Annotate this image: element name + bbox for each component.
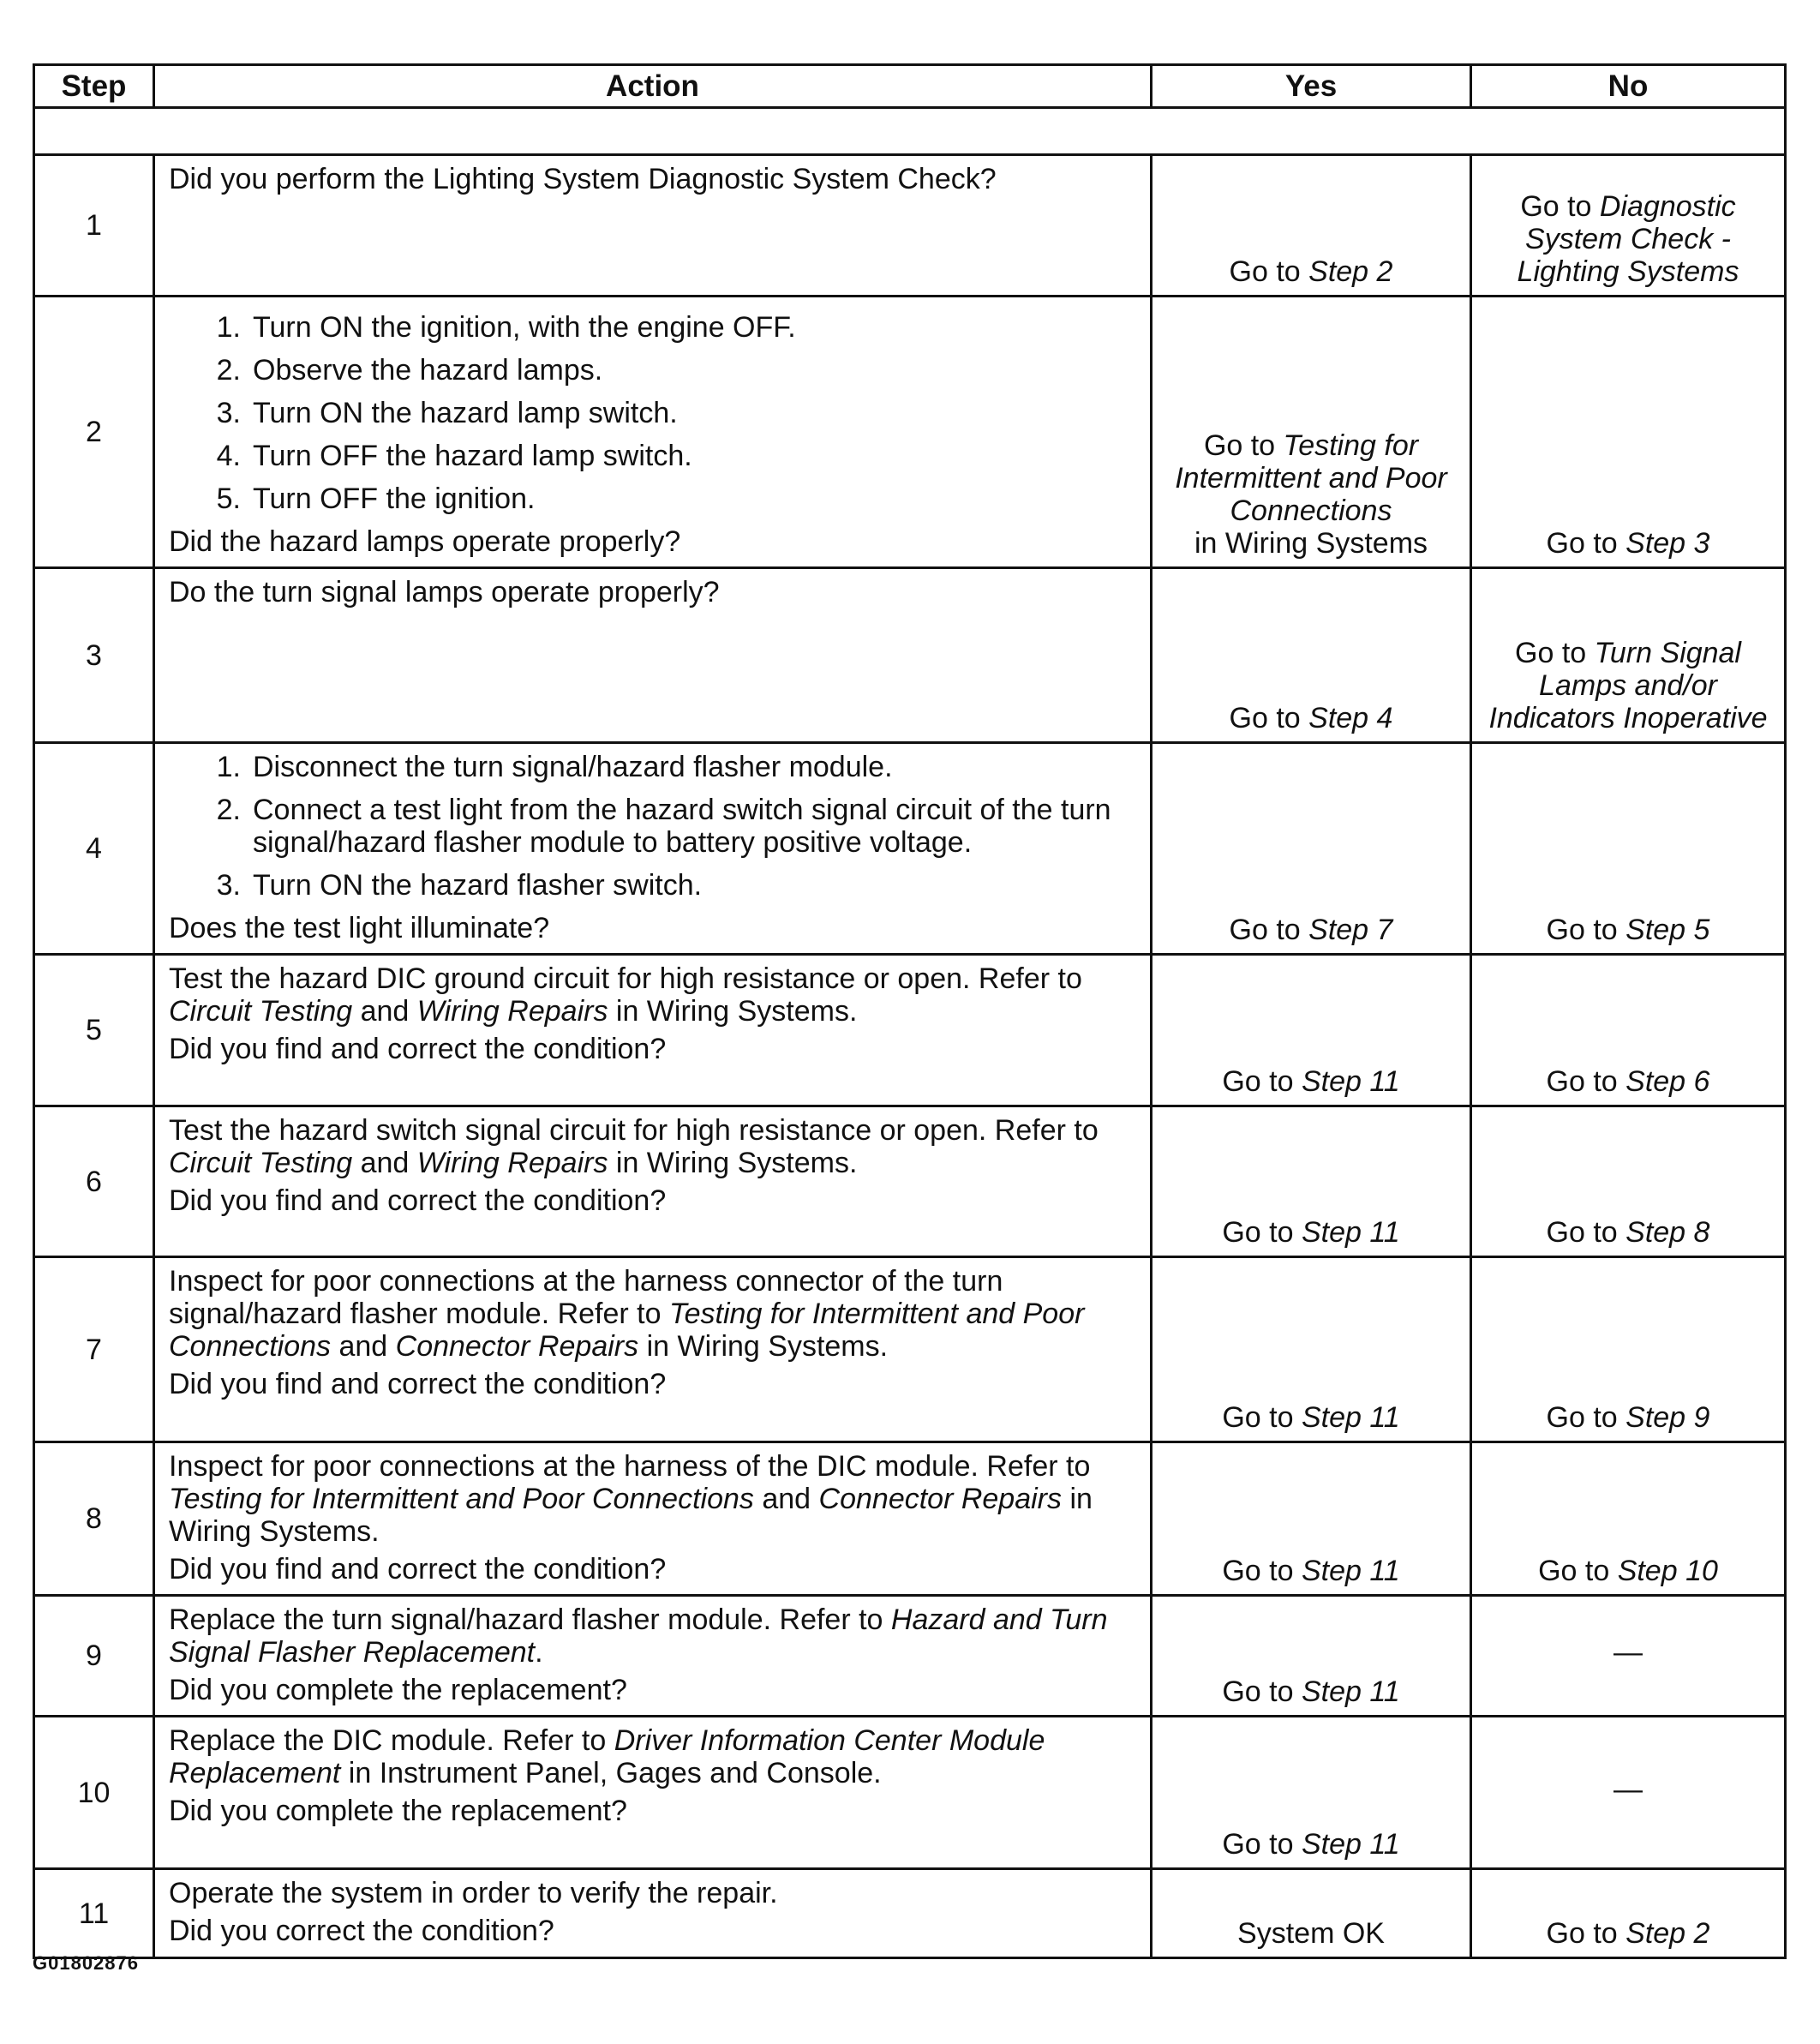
goto-label: Go to xyxy=(1203,429,1284,462)
yes-cell xyxy=(1152,1717,1471,1869)
step-number: 8 xyxy=(34,1442,154,1596)
figure-code: G01802876 xyxy=(33,1952,139,1974)
step-number: 1 xyxy=(34,155,154,297)
no-ref-link[interactable]: Turn Signal Lamps and/or Indicators Inoperative xyxy=(1488,637,1768,734)
table-row xyxy=(34,1442,1786,1596)
goto-label: Go to xyxy=(1546,1401,1626,1434)
reference-link[interactable]: Connector Repairs xyxy=(818,1483,1063,1515)
step-number: 6 xyxy=(34,1106,154,1257)
no-cell xyxy=(1471,1106,1786,1257)
header-row xyxy=(34,65,1786,108)
question-text: Did you find and correct the condition? xyxy=(169,1033,667,1065)
action-cell xyxy=(154,297,1152,568)
yes-cell xyxy=(1152,297,1471,568)
no-cell xyxy=(1471,743,1786,955)
question-text: Do the turn signal lamps operate properly? xyxy=(169,576,720,608)
action-cell xyxy=(154,1596,1152,1717)
reference-link[interactable]: Wiring Repairs xyxy=(416,995,608,1028)
table-row xyxy=(34,1106,1786,1257)
goto-label: Go to xyxy=(1546,1065,1626,1098)
yes-cell xyxy=(1152,1442,1471,1596)
no-cell xyxy=(1471,155,1786,297)
action-text: Operate the system in order to verify the repair. xyxy=(169,1877,778,1909)
action-cell xyxy=(154,1106,1152,1257)
no-cell xyxy=(1471,1717,1786,1869)
table-row xyxy=(34,155,1786,297)
header-yes: Yes xyxy=(1152,65,1471,108)
instruction-list xyxy=(169,751,1141,902)
reference-link[interactable]: Circuit Testing xyxy=(169,1147,353,1179)
no-ref-link[interactable]: Step 3 xyxy=(1625,527,1710,560)
goto-label: Go to xyxy=(1222,1216,1302,1249)
yes-ref-link[interactable]: Step 11 xyxy=(1301,1675,1400,1708)
step-number: 3 xyxy=(34,568,154,743)
no-ref-link[interactable]: Step 10 xyxy=(1617,1555,1718,1587)
goto-label: Go to xyxy=(1546,914,1626,946)
no-ref-link[interactable]: Step 5 xyxy=(1625,914,1710,946)
question-text: Did you complete the replacement? xyxy=(169,1674,627,1706)
header-step: Step xyxy=(34,65,154,108)
goto-label: Go to xyxy=(1222,1555,1302,1587)
goto-label: Go to xyxy=(1546,1917,1626,1950)
step-number: 11 xyxy=(34,1869,154,1958)
yes-ref-link[interactable]: Step 2 xyxy=(1308,255,1393,288)
goto-label: Go to xyxy=(1229,702,1309,734)
yes-cell xyxy=(1152,1106,1471,1257)
step-number: 5 xyxy=(34,955,154,1106)
list-item: 3. Turn ON the hazard lamp switch. xyxy=(216,397,678,429)
no-dash: — xyxy=(1613,1636,1643,1669)
table-row xyxy=(34,955,1786,1106)
yes-ref-link[interactable]: Testing for Intermittent and Poor Connections xyxy=(1175,429,1447,527)
reference-link[interactable]: Wiring Repairs xyxy=(416,1147,608,1179)
goto-label: Go to xyxy=(1229,255,1309,288)
list-item: 1. Disconnect the turn signal/hazard flasher module. xyxy=(216,751,893,783)
reference-link[interactable]: Testing for Intermittent and Poor Connections xyxy=(169,1483,754,1515)
step-number: 2 xyxy=(34,297,154,568)
yes-ref-link[interactable]: Step 11 xyxy=(1301,1828,1400,1861)
question-text: Did you correct the condition? xyxy=(169,1915,554,1947)
spacer-row xyxy=(34,108,1786,155)
question-text: Did the hazard lamps operate properly? xyxy=(169,525,681,558)
no-ref-link[interactable]: Step 2 xyxy=(1625,1917,1710,1950)
action-cell xyxy=(154,1442,1152,1596)
action-cell xyxy=(154,155,1152,297)
reference-link[interactable]: Testing for Intermittent and Poor Connections xyxy=(169,1298,1085,1363)
goto-label: Go to xyxy=(1222,1065,1302,1098)
table-row xyxy=(34,1257,1786,1442)
no-dash: — xyxy=(1613,1772,1643,1806)
no-cell xyxy=(1471,1442,1786,1596)
action-cell xyxy=(154,955,1152,1106)
yes-result: System OK xyxy=(1237,1917,1385,1950)
list-item: 2. Observe the hazard lamps. xyxy=(216,354,603,387)
yes-ref-link[interactable]: Step 11 xyxy=(1301,1216,1400,1249)
action-text: Replace the DIC module. Refer to Driver Information Center Module Replacement in Instrument Panel, Gages and Console. xyxy=(169,1724,1045,1789)
goto-label: Go to xyxy=(1546,527,1626,560)
goto-label: Go to xyxy=(1222,1828,1302,1861)
yes-cell xyxy=(1152,955,1471,1106)
question-text: Did you find and correct the condition? xyxy=(169,1368,667,1400)
reference-link[interactable]: Circuit Testing xyxy=(169,995,353,1028)
yes-cell xyxy=(1152,743,1471,955)
step-number: 10 xyxy=(34,1717,154,1869)
table-row xyxy=(34,568,1786,743)
list-item: 4. Turn OFF the hazard lamp switch. xyxy=(216,440,692,472)
step-number: 4 xyxy=(34,743,154,955)
no-cell xyxy=(1471,955,1786,1106)
table-row xyxy=(34,743,1786,955)
reference-link[interactable]: Hazard and Turn Signal Flasher Replacement xyxy=(169,1603,1108,1669)
goto-label: Go to xyxy=(1515,637,1595,669)
action-text: Test the hazard DIC ground circuit for high resistance or open. Refer to Circuit Testing and Wiring Repairs in Wiring Systems. xyxy=(169,962,1082,1028)
goto-label: Go to xyxy=(1538,1555,1618,1587)
no-cell xyxy=(1471,1869,1786,1958)
table-row xyxy=(34,1869,1786,1958)
list-item: 2. Connect a test light from the hazard switch signal circuit of the turn signal/hazard flasher module to battery positive voltage. xyxy=(216,794,1111,859)
action-cell xyxy=(154,1869,1152,1958)
table-row xyxy=(34,1717,1786,1869)
list-item: 3. Turn ON the hazard flasher switch. xyxy=(216,869,703,902)
question-text: Did you find and correct the condition? xyxy=(169,1553,667,1585)
no-ref-link[interactable]: Diagnostic System Check - Lighting Systems xyxy=(1517,190,1739,288)
no-ref-link[interactable]: Step 9 xyxy=(1625,1401,1710,1434)
yes-ref-link[interactable]: Step 7 xyxy=(1308,914,1393,946)
question-text: Did you find and correct the condition? xyxy=(169,1184,667,1217)
yes-ref-link[interactable]: Step 11 xyxy=(1301,1065,1400,1098)
yes-ref-link[interactable]: Step 11 xyxy=(1301,1401,1400,1434)
action-text: Inspect for poor connections at the harness connector of the turn signal/hazard flasher module. Refer to Testing for Intermittent and Poor Connections and Connector Repairs in Wiring Systems. xyxy=(169,1265,1085,1363)
reference-link[interactable]: Connector Repairs xyxy=(395,1330,639,1363)
no-cell xyxy=(1471,1596,1786,1717)
list-item: 1. Turn ON the ignition, with the engine OFF. xyxy=(216,311,796,344)
table-row xyxy=(34,1596,1786,1717)
goto-label: Go to xyxy=(1520,190,1600,223)
action-text: Replace the turn signal/hazard flasher module. Refer to Hazard and Turn Signal Flasher Replacement. xyxy=(169,1603,1108,1669)
diagnostic-table xyxy=(33,63,1787,1959)
header-no: No xyxy=(1471,65,1786,108)
no-cell xyxy=(1471,568,1786,743)
no-ref-link[interactable]: Step 8 xyxy=(1625,1216,1710,1249)
yes-cell xyxy=(1152,1257,1471,1442)
action-cell xyxy=(154,568,1152,743)
no-cell xyxy=(1471,297,1786,568)
action-cell xyxy=(154,743,1152,955)
reference-link[interactable]: Driver Information Center Module Replacement xyxy=(169,1724,1045,1789)
table-row xyxy=(34,297,1786,568)
goto-label: Go to xyxy=(1546,1216,1626,1249)
question-text: Does the test light illuminate? xyxy=(169,912,550,944)
action-text: Inspect for poor connections at the harness of the DIC module. Refer to Testing for Intermittent and Poor Connections and Connector Repairs in Wiring Systems. xyxy=(169,1450,1093,1548)
step-number: 9 xyxy=(34,1596,154,1717)
action-text: Test the hazard switch signal circuit for high resistance or open. Refer to Circuit Testing and Wiring Repairs in Wiring Systems. xyxy=(169,1114,1099,1179)
yes-cell xyxy=(1152,568,1471,743)
yes-ref-link[interactable]: Step 4 xyxy=(1308,702,1393,734)
action-cell xyxy=(154,1257,1152,1442)
goto-label: Go to xyxy=(1229,914,1309,946)
goto-label: Go to xyxy=(1222,1401,1302,1434)
step-number: 7 xyxy=(34,1257,154,1442)
yes-cell xyxy=(1152,1869,1471,1958)
question-text: Did you perform the Lighting System Diagnostic System Check? xyxy=(169,163,997,195)
yes-cell xyxy=(1152,1596,1471,1717)
goto-label: Go to xyxy=(1222,1675,1302,1708)
yes-suffix: in Wiring Systems xyxy=(1194,527,1428,560)
yes-ref-link[interactable]: Step 11 xyxy=(1301,1555,1400,1587)
header-action: Action xyxy=(154,65,1152,108)
list-item: 5. Turn OFF the ignition. xyxy=(216,483,536,515)
action-cell xyxy=(154,1717,1152,1869)
no-cell xyxy=(1471,1257,1786,1442)
yes-cell xyxy=(1152,155,1471,297)
question-text: Did you complete the replacement? xyxy=(169,1795,627,1827)
instruction-list xyxy=(169,311,1141,515)
no-ref-link[interactable]: Step 6 xyxy=(1625,1065,1710,1098)
